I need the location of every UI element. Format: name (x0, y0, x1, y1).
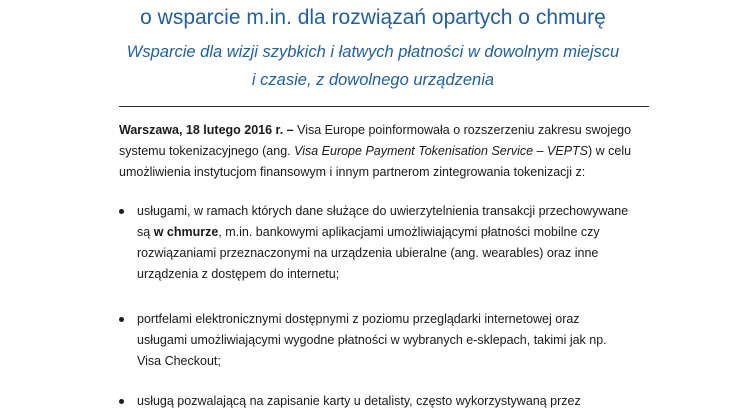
bullet-1-bold: w chmurze (153, 225, 219, 239)
list-item-text (137, 309, 707, 372)
intro-paragraph (119, 120, 679, 183)
intro-line-2-b: ) w celu (588, 144, 632, 158)
intro-line-2-a: systemu tokenizacyjnego (ang. (119, 144, 295, 158)
bullet-2-line-1: portfelami elektronicznymi dostępnymi z poziomu przeglądarki internetowej oraz (137, 312, 580, 326)
intro-line-1-text: Visa Europe poinformowała o rozszerzeniu zakresu swojego (293, 123, 632, 137)
list-item-text (137, 201, 707, 285)
page-title: o wsparcie m.in. dla rozwiązań opartych o chmurę (140, 6, 606, 29)
bullet-1-line-1: usługami, w ramach których dane służące do uwierzytelnienia transakcji przechowywane (137, 204, 629, 218)
bullet-2-line-2: usługami umożliwiającymi wygodne płatności w wybranych e-sklepach, takimi jak np. (137, 333, 607, 347)
bullet-1-line-2-a: są (137, 225, 154, 239)
subtitle-line-1: Wsparcie dla wizji szybkich i łatwych płatności w dowolnym miejscu (126, 43, 620, 61)
bullet-1-line-3: rozwiązaniami przeznaczonymi na urządzenia ubieralne (ang. wearables) oraz inne (137, 246, 599, 260)
subtitle-line-2: i czasie, z dowolnego urządzenia (251, 71, 495, 89)
bullet-dot-icon (119, 399, 124, 404)
bullet-1-line-2-b: , m.in. bankowymi aplikacjami umożliwiającymi płatności mobilne czy (218, 225, 600, 239)
bullet-2-line-3: Visa Checkout; (137, 354, 221, 368)
bullet-1-line-2 (137, 222, 707, 243)
dateline: Warszawa, 18 lutego 2016 r. – (119, 123, 294, 137)
bullet-dot-icon (119, 209, 124, 214)
intro-line-1 (119, 120, 679, 141)
intro-line-3: umożliwienia instytucjom finansowym i innym partnerom zintegrowania tokenizacji z: (119, 165, 586, 179)
intro-line-2-italic: Visa Europe Payment Tokenisation Service – VEPTS (294, 144, 589, 158)
header-divider (119, 106, 649, 107)
intro-line-2 (119, 141, 679, 162)
bullet-1-line-4: urządzenia z dostępem do internetu; (137, 267, 340, 281)
bullet-dot-icon (119, 317, 124, 322)
list-item-text (137, 391, 707, 412)
bullet-3-line-1: usługą pozwalającą na zapisanie karty u detalisty, często wykorzystywaną przez (137, 394, 581, 408)
